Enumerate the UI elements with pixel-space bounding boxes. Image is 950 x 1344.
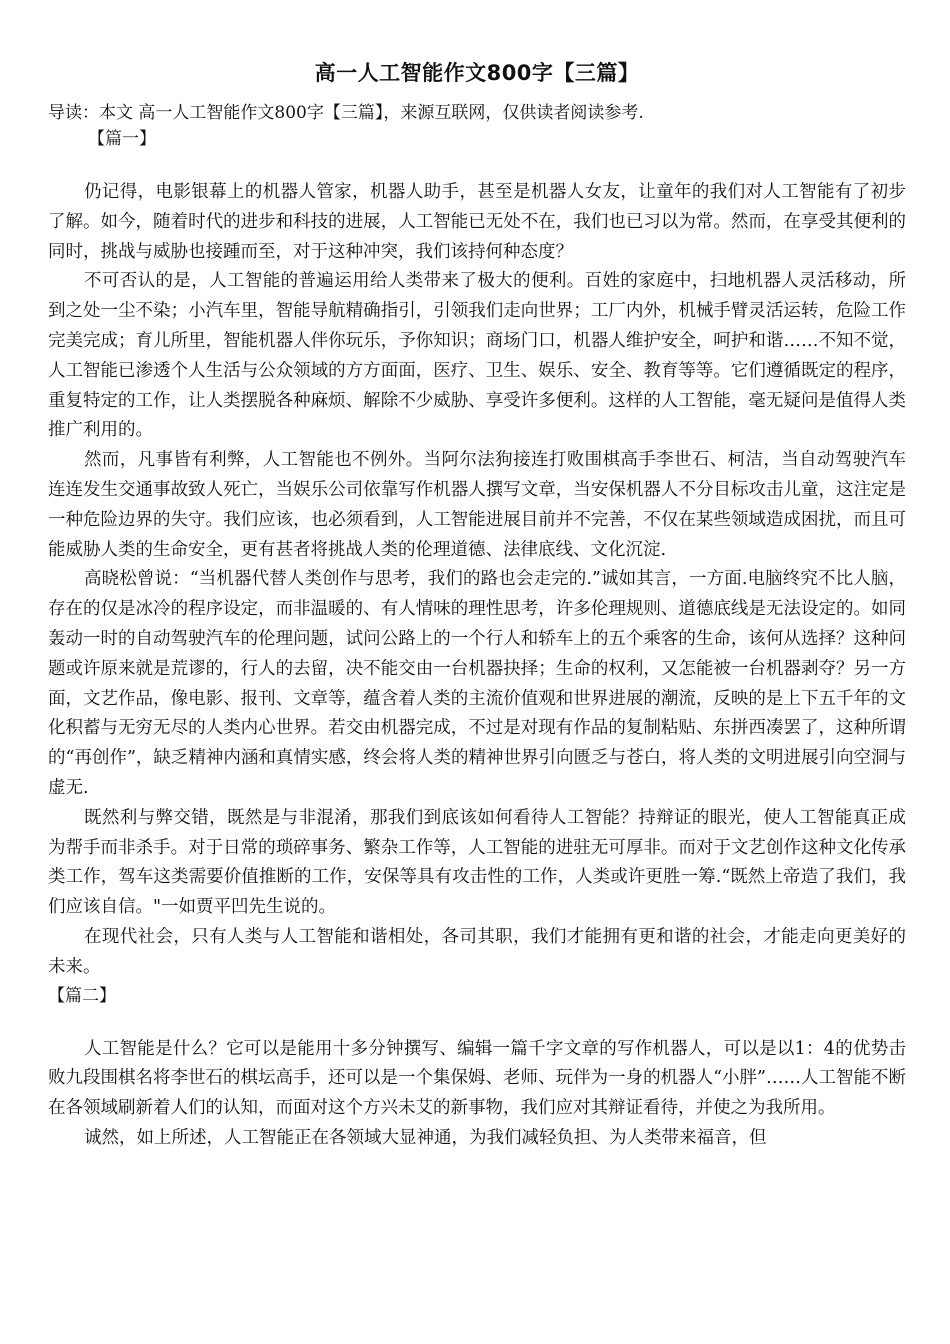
document-title: 高一人工智能作文800字【三篇】: [314, 61, 640, 85]
paragraph: 不可否认的是，人工智能的普遍运用给人类带来了极大的便利。百姓的家庭中，扫地机器人灵活移动，所到之处一尘不染；小汽车里，智能导航精确指引，引领我们走向世界；工厂内外，机械手臂灵活运转，危险工作完美完成；育儿所里，智能机器人伴你玩乐，予你知识；商场门口，机器人维护安全，呵护和谐……不知不觉，人工智能已渗透个人生活与公众领域的方方面面，医疗、卫生、娱乐、安全、教育等等。它们遵循既定的程序，重复特定的工作，让人类摆脱各种麻烦、解除不少威胁、享受许多便利。这样的人工智能，毫无疑问是值得人类推广利用的。: [48, 271, 906, 441]
paragraph: 高晓松曾说：“当机器代替人类创作与思考，我们的路也会走完的.”诚如其言，一方面.电脑终究不比人脑，存在的仅是冰冷的程序设定，而非温暖的、有人情味的理性思考，许多伦理规则、道德底线是无法设定的。如同轰动一时的自动驾驶汽车的伦理问题，试问公路上的一个行人和轿车上的五个乘客的生命，该何从选择？这种问题或许原来就是荒谬的，行人的去留，决不能交由一台机器抉择；生命的权利，又怎能被一台机器剥夺？另一方面，文艺作品，像电影、报刊、文章等，蕴含着人类的主流价值观和世界进展的潮流，反映的是上下五千年的文化积蓄与无穷无尽的人类内心世界。若交由机器完成，不过是对现有作品的复制粘贴、东拼西凑罢了，这种所谓的“再创作”，缺乏精神内涵和真情实感，终会将人类的精神世界引向匮乏与苍白，将人类的文明进展引向空洞与虚无.: [48, 569, 906, 798]
paragraph: 诚然，如上所述，人工智能正在各领域大显神通，为我们减轻负担、为人类带来福音，但: [84, 1127, 767, 1148]
paragraph: 人工智能是什么？它可以是能用十多分钟撰写、编辑一篇千字文章的写作机器人，可以是以1：4的优势击败九段围棋名将李世石的棋坛高手，还可以是一个集保姆、老师、玩伴为一身的机器人“小胖”……人工智能不断在各领域刷新着人们的认知，而面对这个方兴未艾的新事物，我们应对其辩证看待，并使之为我所用。: [48, 1038, 906, 1119]
section-label-1: 【篇一】: [88, 129, 156, 149]
spacer: [48, 1009, 906, 1035]
section-label-2: 【篇二】: [48, 985, 116, 1006]
paragraph: 既然利与弊交错，既然是与非混淆，那我们到底该如何看待人工智能？持辩证的眼光，使人工智能真正成为帮手而非杀手。对于日常的琐碎事务、繁杂工作等，人工智能的进驻无可厚非。而对于文艺创作这种文化传承类工作，驾车这类需要价值推断的工作，安保等具有攻击性的工作，人类或许更胜一筹.“既然上帝造了我们，我们应该自信。"一如贾平凹先生说的。: [48, 807, 906, 918]
paragraph: 然而，凡事皆有利弊，人工智能也不例外。当阿尔法狗接连打败围棋高手李世石、柯洁，当自动驾驶汽车连连发生交通事故致人死亡，当娱乐公司依靠写作机器人撰写文章，当安保机器人不分目标攻击儿童，这注定是一种危险边界的失守。我们应该，也必须看到，人工智能进展目前并不完善，不仅在某些领域造成困扰，而且可能威胁人类的生命安全，更有甚者将挑战人类的伦理道德、法律底线、文化沉淀.: [48, 450, 906, 560]
document-intro: 导读：本文 高一人工智能作文800字【三篇】，来源互联网，仅供读者阅读参考.: [48, 103, 644, 123]
spacer: [48, 152, 906, 178]
paragraph: 在现代社会，只有人类与人工智能和谐相处，各司其职，我们才能拥有更和谐的社会，才能走向更美好的未来。: [48, 926, 906, 977]
document-page: [48, 58, 906, 1154]
paragraph: 仍记得，电影银幕上的机器人管家，机器人助手，甚至是机器人女友，让童年的我们对人工智能有了初步了解。如今，随着时代的进步和科技的进展，人工智能已无处不在，我们也已习以为常。然而，在享受其便利的同时，挑战与威胁也接踵而至，对于这种冲突，我们该持何种态度？: [48, 182, 906, 262]
